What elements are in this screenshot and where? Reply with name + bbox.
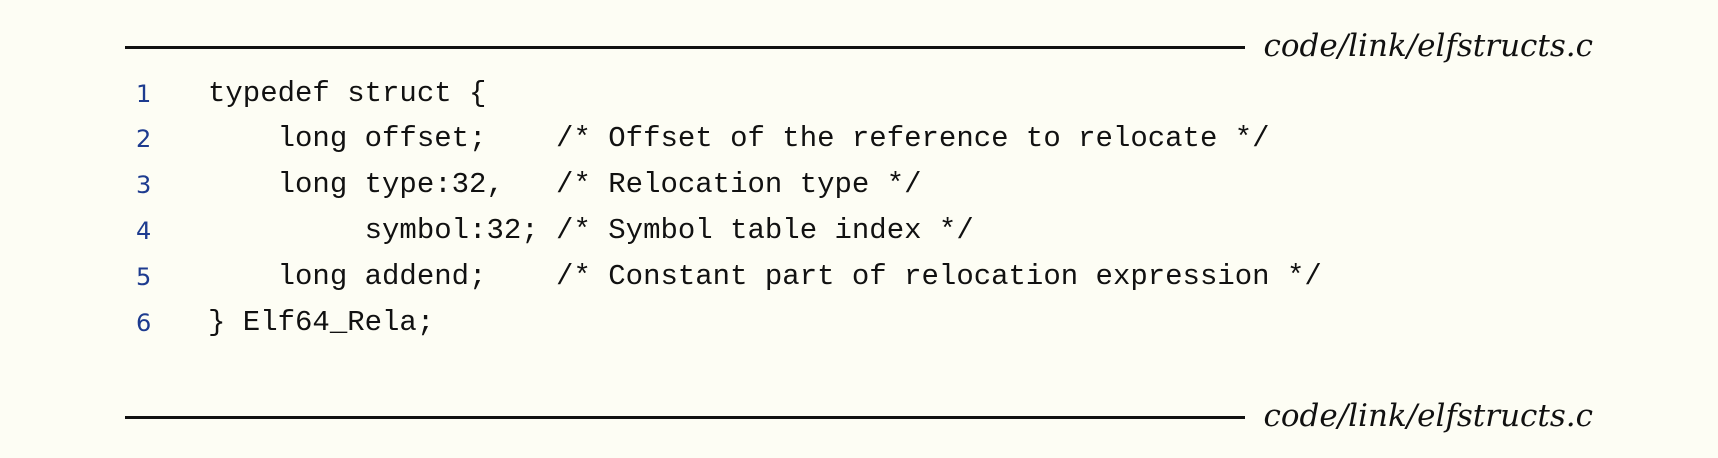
line-number: 1 xyxy=(136,80,152,108)
code-line xyxy=(0,161,1718,209)
line-code: typedef struct { xyxy=(208,77,487,110)
code-line xyxy=(0,70,1718,118)
code-line xyxy=(0,253,1718,301)
code-line xyxy=(0,115,1718,163)
file-label-bottom: code/link/elfstructs.c xyxy=(1263,398,1593,434)
file-label-top: code/link/elfstructs.c xyxy=(1263,28,1593,64)
line-number: 5 xyxy=(136,263,152,291)
bottom-rule xyxy=(125,416,1245,419)
line-code: } Elf64_Rela; xyxy=(208,306,435,339)
line-number: 2 xyxy=(136,125,152,153)
line-number: 4 xyxy=(136,217,152,245)
code-line xyxy=(0,299,1718,347)
listing-footer xyxy=(125,396,1593,436)
line-code: long type:32, /* Relocation type */ xyxy=(208,168,922,201)
line-code: long offset; /* Offset of the reference to relocate */ xyxy=(208,122,1270,155)
listing-header xyxy=(125,26,1593,66)
line-code: symbol:32; /* Symbol table index */ xyxy=(208,214,974,247)
line-number: 6 xyxy=(136,309,152,337)
line-number: 3 xyxy=(136,171,152,199)
line-code: long addend; /* Constant part of relocation expression */ xyxy=(208,260,1322,293)
code-line xyxy=(0,207,1718,255)
top-rule xyxy=(125,46,1245,49)
